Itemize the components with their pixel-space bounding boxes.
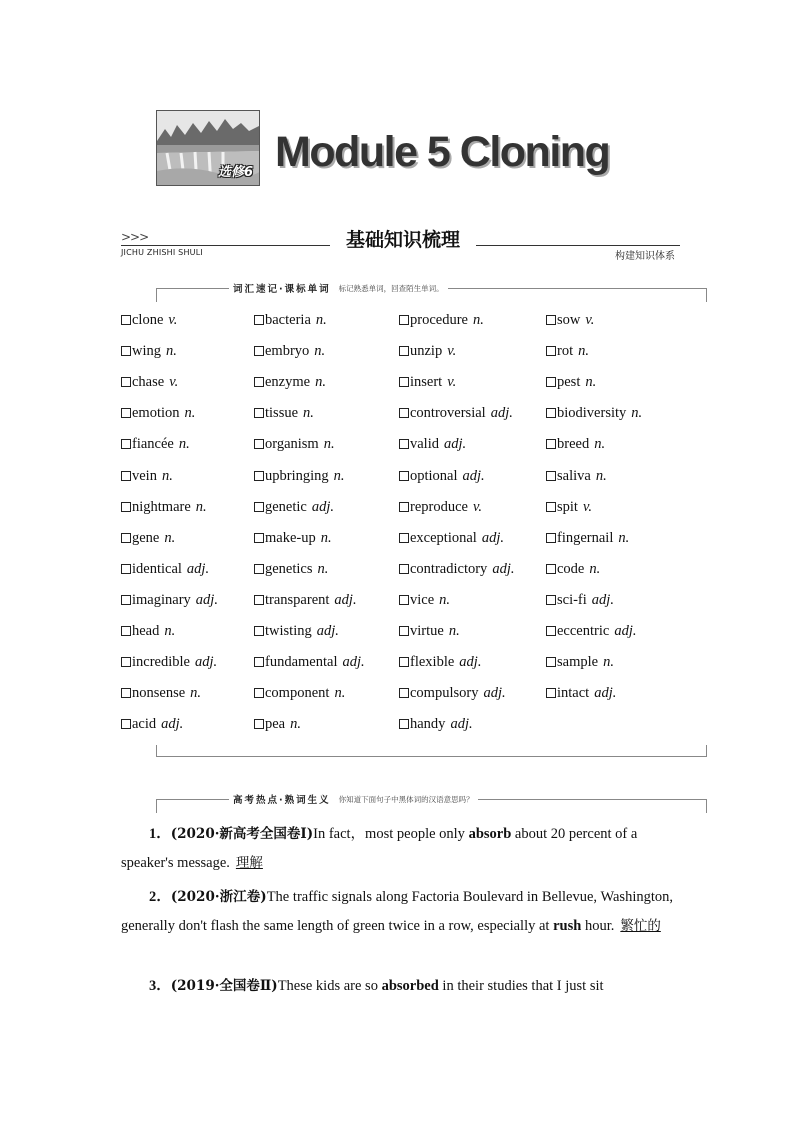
- vocab-row: [121, 685, 701, 705]
- vocab-row: [121, 592, 701, 612]
- vocab-row: [121, 468, 701, 488]
- checkbox-icon[interactable]: [254, 533, 264, 543]
- vocab-pos: adj.: [161, 716, 184, 733]
- vocab-item: [546, 468, 607, 485]
- example-2: [121, 883, 673, 941]
- vocab-word: make-up: [265, 529, 316, 546]
- vocab-item: [546, 561, 600, 578]
- checkbox-icon[interactable]: [399, 564, 409, 574]
- section-arrows: >>>: [121, 230, 149, 244]
- vocab-item: [546, 654, 614, 671]
- vocab-item: [399, 405, 513, 422]
- checkbox-icon[interactable]: [546, 564, 556, 574]
- checkbox-icon[interactable]: [399, 626, 409, 636]
- checkbox-icon[interactable]: [399, 688, 409, 698]
- vocab-word: sci-fi: [557, 591, 587, 608]
- checkbox-icon[interactable]: [121, 377, 131, 387]
- vocab-pos: n.: [439, 591, 451, 608]
- vocab-word: head: [132, 623, 160, 639]
- checkbox-icon[interactable]: [121, 346, 131, 356]
- vocab-pos: n.: [448, 623, 460, 639]
- checkbox-icon[interactable]: [254, 439, 264, 449]
- vocab-word: emotion: [132, 405, 180, 422]
- vocab-pos: adj.: [342, 654, 365, 671]
- checkbox-icon[interactable]: [399, 346, 409, 356]
- vocab-word: genetic: [265, 498, 307, 515]
- checkbox-icon[interactable]: [399, 657, 409, 667]
- vocab-item: [399, 374, 456, 391]
- module-title: Module 5 Cloning: [275, 128, 610, 176]
- vocab-pos: n.: [585, 374, 597, 391]
- vocab-pos: v.: [472, 498, 482, 515]
- vocab-pos: adj.: [483, 685, 506, 702]
- hot-box-header: [229, 792, 478, 806]
- vocab-pos: adj.: [194, 654, 218, 671]
- vocab-pos: n.: [631, 405, 643, 422]
- vocab-pos: adj.: [334, 591, 357, 608]
- checkbox-icon[interactable]: [546, 439, 556, 449]
- section-title: 基础知识梳理: [345, 229, 460, 251]
- vocab-word: reproduce: [410, 498, 468, 515]
- checkbox-icon[interactable]: [254, 315, 264, 325]
- vocab-word: vein: [132, 467, 157, 484]
- checkbox-icon[interactable]: [121, 564, 131, 574]
- vocab-row: [121, 623, 701, 643]
- vocab-word: gene: [132, 529, 160, 546]
- vocab-pos: n.: [161, 467, 173, 484]
- checkbox-icon[interactable]: [121, 439, 131, 449]
- checkbox-icon[interactable]: [546, 502, 556, 512]
- vocab-item: [254, 343, 325, 360]
- vocab-word: component: [265, 685, 330, 702]
- checkbox-icon[interactable]: [254, 471, 264, 481]
- vocab-pos: n.: [315, 312, 327, 328]
- vocab-pos: adj.: [186, 560, 210, 577]
- checkbox-icon[interactable]: [121, 657, 131, 667]
- vocab-pos: adj.: [444, 436, 467, 453]
- vocab-item: [121, 654, 217, 671]
- vocab-pos: n.: [290, 716, 301, 733]
- vocab-pos: adj.: [481, 529, 504, 546]
- vocab-pos: n.: [334, 685, 346, 702]
- vocab-word: incredible: [132, 654, 190, 671]
- checkbox-icon[interactable]: [399, 408, 409, 418]
- example-keyword: rush: [553, 918, 582, 934]
- vocab-word: controversial: [410, 405, 486, 422]
- vocab-row: [121, 312, 701, 332]
- checkbox-icon[interactable]: [254, 346, 264, 356]
- checkbox-icon[interactable]: [121, 533, 131, 543]
- checkbox-icon[interactable]: [254, 595, 264, 605]
- checkbox-icon[interactable]: [121, 719, 131, 729]
- vocab-pos: n.: [178, 436, 190, 453]
- vocab-item: [399, 592, 450, 609]
- vocab-item: [399, 343, 456, 360]
- vocab-row: [121, 343, 701, 363]
- vocab-item: [399, 499, 482, 516]
- vocab-item: [121, 499, 207, 516]
- vocab-pos: v.: [447, 374, 457, 391]
- vocab-word: valid: [410, 436, 439, 453]
- vocab-item: [546, 405, 642, 422]
- vocab-item: [121, 468, 173, 485]
- vocab-pos: n.: [164, 623, 176, 639]
- checkbox-icon[interactable]: [254, 626, 264, 636]
- vocab-item: [121, 530, 175, 547]
- vocab-pos: n.: [589, 560, 601, 577]
- vocab-pos: adj.: [459, 654, 482, 671]
- example-text: In fact，most people only: [313, 826, 469, 842]
- hot-box-hint: 你知道下面句子中黑体词的汉语意思吗？: [338, 794, 474, 804]
- example-3: [121, 972, 673, 1001]
- checkbox-icon[interactable]: [254, 688, 264, 698]
- vocab-word: compulsory: [410, 685, 479, 702]
- vocab-pos: n.: [164, 529, 176, 546]
- vocab-word: upbringing: [265, 467, 329, 484]
- checkbox-icon[interactable]: [121, 595, 131, 605]
- vocab-item: [254, 436, 335, 453]
- checkbox-icon[interactable]: [254, 719, 264, 729]
- vocab-item: [546, 374, 596, 391]
- hot-box-top: [156, 794, 707, 813]
- vocab-word: procedure: [410, 312, 468, 328]
- vocab-pos: n.: [317, 560, 329, 577]
- example-number: 2．: [149, 889, 171, 905]
- vocab-word: wing: [132, 343, 161, 360]
- vocab-word: contradictory: [410, 560, 488, 577]
- vocab-word: saliva: [557, 467, 591, 484]
- example-answer: 繁忙的: [620, 918, 661, 934]
- vocab-word: chase: [132, 374, 165, 391]
- vocab-item: [546, 530, 629, 547]
- vocab-pos: n.: [594, 436, 606, 453]
- example-answer: 理解: [235, 855, 263, 871]
- example-text: The traffic signals along Factoria Boulevard in Bellevue, Washington, generally don't flash the same length of green twice in a row, especially at: [121, 889, 673, 934]
- checkbox-icon[interactable]: [399, 502, 409, 512]
- vocab-word: biodiversity: [557, 405, 627, 422]
- vocab-word: spit: [557, 498, 578, 515]
- vocab-pos: v.: [168, 312, 178, 328]
- vocab-item: [254, 592, 357, 609]
- vocab-word: handy: [410, 716, 446, 733]
- vocab-item: [546, 592, 614, 609]
- vocab-item: [254, 405, 314, 422]
- checkbox-icon[interactable]: [399, 719, 409, 729]
- checkbox-icon[interactable]: [399, 471, 409, 481]
- vocab-word: nightmare: [132, 498, 191, 515]
- vocab-pos: adj.: [450, 716, 473, 733]
- checkbox-icon[interactable]: [254, 377, 264, 387]
- vocab-word: insert: [410, 374, 443, 391]
- vocab-item: [254, 623, 339, 640]
- checkbox-icon[interactable]: [546, 657, 556, 667]
- checkbox-icon[interactable]: [546, 626, 556, 636]
- vocab-pos: adj.: [614, 623, 637, 639]
- checkbox-icon[interactable]: [254, 564, 264, 574]
- example-text: about 20 percent of a speaker's message.: [121, 826, 638, 871]
- vocab-item: [254, 654, 365, 671]
- vocab-pos: adj.: [316, 623, 339, 639]
- vocab-pos: n.: [618, 529, 630, 546]
- vocab-item: [121, 374, 178, 391]
- vocab-word: embryo: [265, 343, 310, 360]
- example-source: (2020·新高考全国卷Ⅰ): [170, 826, 314, 842]
- vocab-item: [121, 592, 218, 609]
- vocab-pos: n.: [190, 685, 202, 702]
- vocab-word: optional: [410, 467, 458, 484]
- vocab-item: [254, 312, 327, 329]
- checkbox-icon[interactable]: [546, 533, 556, 543]
- vocab-item: [546, 312, 594, 329]
- vocab-pos: n.: [314, 343, 326, 360]
- vocab-word: clone: [132, 312, 164, 328]
- vocab-box-tag: 词汇速记·课标单词: [233, 284, 331, 295]
- vocab-word: rot: [557, 343, 574, 360]
- vocab-row: [121, 499, 701, 519]
- vocab-item: [121, 405, 195, 422]
- vocab-pos: adj.: [462, 467, 485, 484]
- vocab-row: [121, 654, 701, 674]
- checkbox-icon[interactable]: [399, 439, 409, 449]
- vocab-item: [254, 374, 326, 391]
- hot-box-tag: 高考热点·熟词生义: [233, 795, 331, 806]
- checkbox-icon[interactable]: [121, 315, 131, 325]
- checkbox-icon[interactable]: [546, 408, 556, 418]
- checkbox-icon[interactable]: [121, 626, 131, 636]
- checkbox-icon[interactable]: [254, 657, 264, 667]
- checkbox-icon[interactable]: [399, 533, 409, 543]
- vocab-word: unzip: [410, 343, 443, 360]
- vocab-word: code: [557, 560, 585, 577]
- vocab-row: [121, 374, 701, 394]
- vocab-pos: n.: [166, 343, 177, 360]
- vocab-box-hint: 标记熟悉单词，回查陌生单词。: [338, 283, 444, 293]
- vocab-pos: n.: [315, 374, 326, 391]
- vocab-item: [121, 716, 183, 733]
- vocab-word: sow: [557, 312, 581, 328]
- vocab-row: [121, 436, 701, 456]
- vocab-item: [399, 716, 473, 733]
- vocab-word: nonsense: [132, 685, 186, 702]
- checkbox-icon[interactable]: [546, 346, 556, 356]
- vocab-box-header: [229, 281, 448, 295]
- example-source: (2019·全国卷Ⅱ): [170, 978, 278, 994]
- vocab-pos: v.: [169, 374, 179, 391]
- example-text: hour.: [581, 918, 615, 934]
- vocab-pos: adj.: [311, 498, 335, 515]
- vocab-word: enzyme: [265, 374, 311, 391]
- vocab-word: identical: [132, 560, 182, 577]
- vocab-item: [546, 499, 592, 516]
- vocab-row: [121, 716, 701, 736]
- checkbox-icon[interactable]: [254, 408, 264, 418]
- section-rule-right: [476, 245, 680, 246]
- vocab-word: acid: [132, 716, 157, 733]
- vocab-row: [121, 405, 701, 425]
- vocab-word: tissue: [265, 405, 299, 422]
- vocab-word: pest: [557, 374, 581, 391]
- vocab-pos: adj.: [492, 560, 515, 577]
- vocab-word: sample: [557, 654, 599, 671]
- vocab-word: bacteria: [265, 312, 311, 328]
- vocab-item: [546, 436, 605, 453]
- vocab-pos: n.: [578, 343, 589, 360]
- example-text: in their studies that I just sit: [438, 978, 604, 994]
- section-rule-left: [121, 245, 330, 246]
- vocab-pos: v.: [585, 312, 595, 328]
- example-1: [121, 820, 673, 878]
- vocab-word: fiancée: [132, 436, 174, 453]
- vocab-pos: n.: [472, 312, 484, 328]
- vocab-pos: n.: [323, 436, 335, 453]
- vocab-box-bottom: [156, 745, 707, 757]
- vocab-item: [399, 436, 466, 453]
- vocab-item: [546, 685, 616, 702]
- vocab-word: fingernail: [557, 529, 614, 546]
- example-keyword: absorbed: [381, 978, 439, 994]
- vocab-word: eccentric: [557, 623, 610, 639]
- checkbox-icon[interactable]: [254, 502, 264, 512]
- checkbox-icon[interactable]: [399, 377, 409, 387]
- vocab-pos: v.: [447, 343, 457, 360]
- vocab-item: [546, 623, 636, 640]
- vocab-word: breed: [557, 436, 590, 453]
- section-subtitle: 构建知识体系: [615, 251, 675, 262]
- vocab-item: [121, 561, 209, 578]
- module-badge: [156, 110, 260, 186]
- vocab-pos: adj.: [195, 591, 218, 608]
- vocab-item: [546, 343, 589, 360]
- vocab-item: [121, 312, 177, 329]
- vocab-row: [121, 561, 701, 581]
- vocab-item: [121, 623, 175, 640]
- checkbox-icon[interactable]: [121, 688, 131, 698]
- checkbox-icon[interactable]: [546, 688, 556, 698]
- vocab-word: transparent: [265, 591, 330, 608]
- vocab-word: imaginary: [132, 591, 191, 608]
- vocab-word: exceptional: [410, 529, 477, 546]
- checkbox-icon[interactable]: [121, 471, 131, 481]
- vocab-pos: v.: [582, 498, 592, 515]
- checkbox-icon[interactable]: [399, 315, 409, 325]
- vocab-word: organism: [265, 436, 319, 453]
- vocab-item: [399, 530, 504, 547]
- vocab-word: virtue: [410, 623, 444, 639]
- vocab-word: pea: [265, 716, 286, 733]
- vocab-pos: adj.: [591, 591, 614, 608]
- badge-label: 选修6: [217, 165, 253, 180]
- vocab-item: [121, 343, 177, 360]
- example-text: These kids are so: [277, 978, 382, 994]
- example-keyword: absorb: [468, 826, 512, 842]
- vocab-row: [121, 530, 701, 550]
- vocab-pos: n.: [333, 467, 345, 484]
- vocab-word: fundamental: [265, 654, 338, 671]
- vocab-item: [399, 468, 485, 485]
- vocab-word: genetics: [265, 560, 313, 577]
- vocab-pos: n.: [303, 405, 314, 422]
- vocab-pos: n.: [595, 467, 607, 484]
- example-source: (2020·浙江卷): [170, 889, 267, 905]
- vocab-item: [121, 685, 201, 702]
- section-pinyin: JICHU ZHISHI SHULI: [121, 248, 203, 257]
- checkbox-icon[interactable]: [399, 595, 409, 605]
- vocab-item: [121, 436, 190, 453]
- vocab-pos: n.: [603, 654, 614, 671]
- vocab-item: [254, 530, 332, 547]
- vocab-pos: n.: [320, 529, 332, 546]
- checkbox-icon[interactable]: [121, 408, 131, 418]
- vocab-word: vice: [410, 591, 435, 608]
- vocab-item: [399, 685, 506, 702]
- vocab-item: [399, 312, 484, 329]
- example-number: 3．: [149, 978, 171, 994]
- vocab-item: [254, 468, 345, 485]
- vocab-item: [254, 716, 301, 733]
- checkbox-icon[interactable]: [546, 377, 556, 387]
- vocab-word: twisting: [265, 623, 312, 639]
- vocab-item: [254, 561, 328, 578]
- vocab-box-top: [156, 283, 707, 302]
- vocab-pos: adj.: [490, 405, 513, 422]
- vocab-item: [399, 561, 514, 578]
- vocab-item: [399, 623, 460, 640]
- vocab-pos: n.: [195, 498, 207, 515]
- checkbox-icon[interactable]: [546, 595, 556, 605]
- example-number: 1．: [149, 826, 171, 842]
- vocab-word: flexible: [410, 654, 455, 671]
- vocab-word: intact: [557, 685, 590, 702]
- checkbox-icon[interactable]: [546, 471, 556, 481]
- checkbox-icon[interactable]: [121, 502, 131, 512]
- vocab-item: [254, 499, 334, 516]
- vocab-pos: adj.: [594, 685, 617, 702]
- vocab-pos: n.: [184, 405, 196, 422]
- vocab-item: [399, 654, 481, 671]
- checkbox-icon[interactable]: [546, 315, 556, 325]
- vocab-item: [254, 685, 345, 702]
